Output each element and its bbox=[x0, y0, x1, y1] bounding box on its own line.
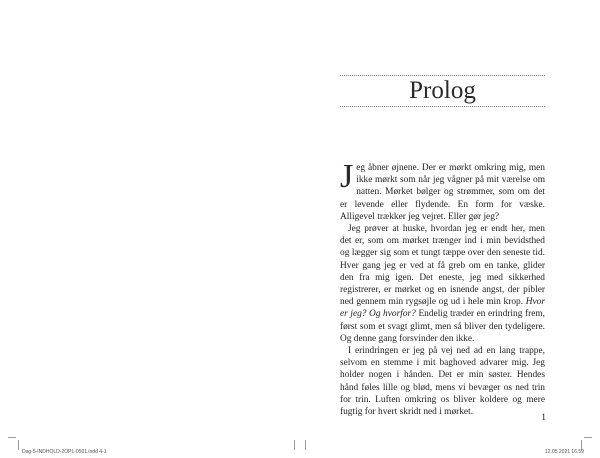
crop-mark bbox=[305, 440, 306, 450]
dotted-rule-bottom bbox=[340, 106, 545, 107]
crop-mark bbox=[8, 437, 16, 438]
paragraph: I erindringen er jeg på vej ned ad en lang trappe, selvom en stemme i mit baghoved advarer mig. Jeg holder nogen i hånden. Det er min søster. Hendes hånd føles lille og blød, mens vi bevæger os ned trin for trin. Luften omkring os bliver koldere og mere fugtig for hvert skridt ned i mørket. bbox=[340, 346, 545, 418]
crop-mark bbox=[584, 437, 592, 438]
italic-question: Hvor er jeg? Og hvorfor? bbox=[340, 297, 545, 320]
drop-cap: J bbox=[340, 158, 354, 195]
crop-mark bbox=[18, 440, 19, 450]
page-number: 1 bbox=[541, 413, 546, 423]
print-slug-file: Dag-5-INDHOLD-2OPL-0501.indd 4-1 bbox=[22, 449, 107, 455]
crop-mark bbox=[294, 440, 295, 450]
paragraph: Jeg åbner øjnene. Der er mørkt omkring mig, men ikke mørkt som når jeg vågner på mit værelse om natten. Mørket bølger og strømmer, som om det er levende eller flydende. En form for væske. Alligevel trækker jeg vejret. Eller gør jeg? bbox=[340, 158, 545, 222]
body-text bbox=[340, 158, 545, 418]
paragraph: Jeg prøver at huske, hvordan jeg er endt her, men det er, som om mørket trænger ind i min bevidsthed og lægger sig som et tungt tæppe over den seneste tid. Hver gang jeg er ved at få greb om en tanke, glider den fra mig igen. Det eneste, jeg med sikkerhed registrerer, er mørket og en isnende angst, der pibler ned gennem min rygsøjle og ud i hele min krop. Hvor er jeg? Og hvorfor? Endelig træder en erindring frem, først som et svagt glimt, men så bliver den tydeligere. Og denne gang forsvinder den ikke. bbox=[340, 224, 545, 344]
print-slug-date: 12.05.2021 16.59 bbox=[545, 449, 584, 455]
chapter-title: Prolog bbox=[409, 77, 476, 104]
dotted-rule-top bbox=[340, 75, 545, 76]
